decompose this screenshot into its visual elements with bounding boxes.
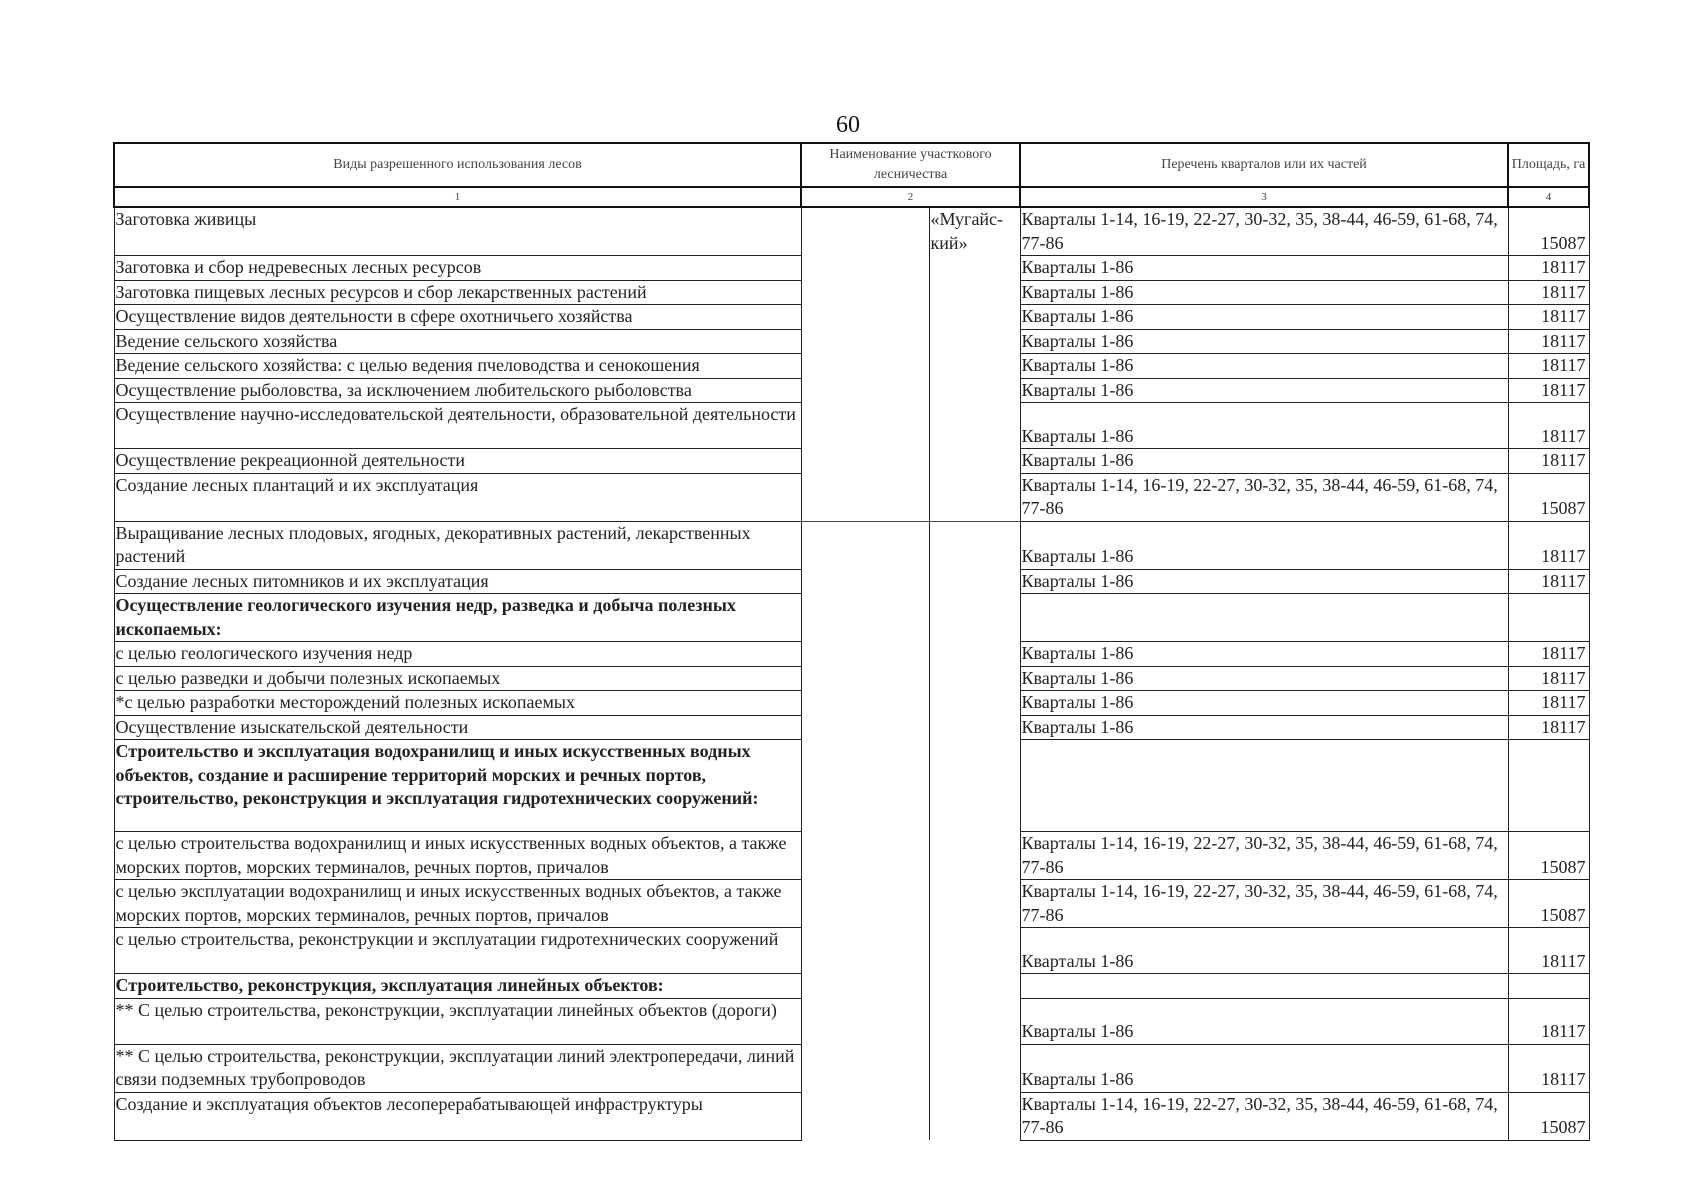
cell-forestry-blank [801,329,929,354]
table-row [114,521,1589,569]
table-row [114,378,1589,403]
header-quarters: Перечень кварталов или их частей [1020,143,1508,187]
header-area: Площадь, га [1508,143,1589,187]
cell-forestry-blank [801,256,929,281]
cell-quarters: Кварталы 1-14, 16-19, 22-27, 30-32, 35, 38-44, 46-59, 61-68, 74, 77-86 [1020,832,1508,880]
cell-area: 18117 [1508,642,1589,667]
cell-area: 15087 [1508,1092,1589,1140]
table-row [114,974,1589,999]
cell-forestry [929,449,1020,474]
table-row [114,1044,1589,1092]
cell-use-type: Осуществление научно-исследовательской деятельности, образовательной деятельности [114,403,801,449]
cell-area [1508,974,1589,999]
cell-forestry [929,642,1020,667]
cell-use-type: ** С целью строительства, реконструкции, эксплуатации линейных объектов (дороги) [114,998,801,1044]
cell-forestry-blank [801,928,929,974]
cell-forestry [929,569,1020,594]
table-row [114,473,1589,521]
cell-use-type: Осуществление видов деятельности в сфере охотничьего хозяйства [114,305,801,330]
table-row [114,880,1589,928]
header-use-type: Виды разрешенного использования лесов [114,143,801,187]
cell-area: 18117 [1508,521,1589,569]
cell-quarters: Кварталы 1-86 [1020,378,1508,403]
column-number-2: 2 [801,187,1020,207]
cell-area: 18117 [1508,329,1589,354]
cell-area: 18117 [1508,569,1589,594]
cell-area: 18117 [1508,998,1589,1044]
cell-use-type: Создание и эксплуатация объектов лесоперерабатывающей инфраструктуры [114,1092,801,1140]
cell-area: 18117 [1508,666,1589,691]
cell-quarters: Кварталы 1-86 [1020,256,1508,281]
cell-forestry-blank [801,403,929,449]
cell-forestry [929,1044,1020,1092]
cell-forestry-blank [801,691,929,716]
cell-use-type: Осуществление рекреационной деятельности [114,449,801,474]
cell-forestry-blank [801,1044,929,1092]
cell-area: 18117 [1508,691,1589,716]
table-row [114,998,1589,1044]
cell-use-type: Осуществление изыскательской деятельности [114,715,801,740]
cell-use-type: с целью разведки и добычи полезных ископаемых [114,666,801,691]
table-row [114,642,1589,667]
cell-quarters [1020,740,1508,832]
cell-forestry [929,354,1020,379]
cell-use-type: Создание лесных плантаций и их эксплуатация [114,473,801,521]
cell-area: 18117 [1508,1044,1589,1092]
cell-use-type: Строительство, реконструкция, эксплуатация линейных объектов: [114,974,801,999]
cell-forestry [929,832,1020,880]
cell-use-type: с целью строительства водохранилищ и иных искусственных водных объектов, а также морских портов, морских терминалов, речных портов, причалов [114,832,801,880]
cell-quarters: Кварталы 1-86 [1020,642,1508,667]
table-row [114,928,1589,974]
cell-forestry [929,403,1020,449]
cell-forestry-blank [801,378,929,403]
cell-forestry-blank [801,666,929,691]
cell-quarters: Кварталы 1-86 [1020,449,1508,474]
cell-quarters: Кварталы 1-86 [1020,280,1508,305]
cell-forestry-blank [801,832,929,880]
table-row [114,594,1589,642]
cell-forestry [929,280,1020,305]
cell-use-type: Ведение сельского хозяйства [114,329,801,354]
cell-forestry-blank [801,305,929,330]
cell-quarters: Кварталы 1-86 [1020,715,1508,740]
cell-forestry-blank [801,594,929,642]
cell-forestry-blank [801,354,929,379]
table-row [114,256,1589,281]
cell-forestry [929,305,1020,330]
cell-forestry [929,329,1020,354]
cell-area: 15087 [1508,832,1589,880]
cell-quarters: Кварталы 1-86 [1020,403,1508,449]
table-row [114,305,1589,330]
cell-quarters: Кварталы 1-86 [1020,691,1508,716]
cell-quarters: Кварталы 1-86 [1020,1044,1508,1092]
cell-area: 18117 [1508,403,1589,449]
table-row [114,832,1589,880]
cell-quarters [1020,974,1508,999]
cell-forestry [929,998,1020,1044]
cell-quarters: Кварталы 1-86 [1020,521,1508,569]
table-row [114,449,1589,474]
cell-forestry-blank [801,998,929,1044]
cell-quarters: Кварталы 1-86 [1020,998,1508,1044]
cell-forestry-blank [801,521,929,569]
table-row [114,715,1589,740]
cell-use-type: с целью эксплуатации водохранилищ и иных искусственных водных объектов, а также морских портов, морских терминалов, речных портов, причалов [114,880,801,928]
cell-forestry-blank [801,642,929,667]
table-row [114,354,1589,379]
cell-quarters: Кварталы 1-14, 16-19, 22-27, 30-32, 35, 38-44, 46-59, 61-68, 74, 77-86 [1020,207,1508,256]
cell-quarters: Кварталы 1-86 [1020,305,1508,330]
cell-forestry-name: «Мугайс-кий» [929,207,1020,256]
cell-forestry [929,256,1020,281]
cell-forestry [929,691,1020,716]
cell-forestry [929,1092,1020,1140]
cell-forestry-blank [801,473,929,521]
cell-quarters: Кварталы 1-86 [1020,569,1508,594]
cell-use-type: Создание лесных питомников и их эксплуатация [114,569,801,594]
forest-use-table [113,142,1590,1141]
table-row [114,666,1589,691]
cell-area: 15087 [1508,880,1589,928]
cell-forestry-blank [801,569,929,594]
cell-forestry-blank [801,449,929,474]
table-body [114,207,1589,1140]
cell-forestry [929,473,1020,521]
table-row [114,207,1589,256]
cell-use-type: Заготовка живицы [114,207,801,256]
table-row [114,691,1589,716]
cell-area: 15087 [1508,473,1589,521]
cell-use-type: Ведение сельского хозяйства: с целью ведения пчеловодства и сенокошения [114,354,801,379]
table-row [114,1092,1589,1140]
column-number-4: 4 [1508,187,1589,207]
cell-forestry [929,594,1020,642]
cell-area: 18117 [1508,256,1589,281]
table-row [114,569,1589,594]
cell-area [1508,740,1589,832]
cell-quarters: Кварталы 1-14, 16-19, 22-27, 30-32, 35, 38-44, 46-59, 61-68, 74, 77-86 [1020,473,1508,521]
cell-forestry-blank [801,715,929,740]
cell-use-type: Строительство и эксплуатация водохранилищ и иных искусственных водных объектов, создание и расширение территорий морских и речных портов, строительство, реконструкция и эксплуатация гидротехнических сооружений: [114,740,801,832]
cell-quarters [1020,594,1508,642]
cell-use-type: с целью геологического изучения недр [114,642,801,667]
cell-area: 18117 [1508,928,1589,974]
table-row [114,329,1589,354]
cell-use-type: Заготовка пищевых лесных ресурсов и сбор лекарственных растений [114,280,801,305]
cell-forestry [929,974,1020,999]
cell-forestry-blank [801,280,929,305]
cell-area: 18117 [1508,378,1589,403]
cell-quarters: Кварталы 1-86 [1020,928,1508,974]
cell-forestry [929,928,1020,974]
cell-forestry-blank [801,740,929,832]
cell-use-type: Выращивание лесных плодовых, ягодных, декоративных растений, лекарственных растений [114,521,801,569]
cell-forestry [929,880,1020,928]
cell-area: 18117 [1508,449,1589,474]
cell-area: 18117 [1508,354,1589,379]
cell-use-type: с целью строительства, реконструкции и эксплуатации гидротехнических сооружений [114,928,801,974]
cell-quarters: Кварталы 1-14, 16-19, 22-27, 30-32, 35, 38-44, 46-59, 61-68, 74, 77-86 [1020,1092,1508,1140]
cell-forestry-blank [801,207,929,256]
cell-area: 18117 [1508,280,1589,305]
cell-use-type: Осуществление геологического изучения недр, разведка и добыча полезных ископаемых: [114,594,801,642]
table-row [114,740,1589,832]
cell-forestry-blank [801,974,929,999]
cell-quarters: Кварталы 1-86 [1020,354,1508,379]
cell-use-type: *с целью разработки месторождений полезных ископаемых [114,691,801,716]
header-forestry: Наименование участкового лесничества [801,143,1020,187]
cell-forestry-blank [801,880,929,928]
table-row [114,403,1589,449]
cell-area: 18117 [1508,305,1589,330]
cell-area: 18117 [1508,715,1589,740]
cell-quarters: Кварталы 1-86 [1020,666,1508,691]
cell-area: 15087 [1508,207,1589,256]
cell-forestry [929,666,1020,691]
cell-forestry [929,740,1020,832]
cell-use-type: Осуществление рыболовства, за исключением любительского рыболовства [114,378,801,403]
cell-quarters: Кварталы 1-86 [1020,329,1508,354]
cell-forestry [929,715,1020,740]
column-number-1: 1 [114,187,801,207]
cell-area [1508,594,1589,642]
cell-forestry-blank [801,1092,929,1140]
cell-use-type: ** С целью строительства, реконструкции, эксплуатации линий электропередачи, линий связи подземных трубопроводов [114,1044,801,1092]
cell-quarters: Кварталы 1-14, 16-19, 22-27, 30-32, 35, 38-44, 46-59, 61-68, 74, 77-86 [1020,880,1508,928]
column-number-3: 3 [1020,187,1508,207]
table-row [114,280,1589,305]
cell-forestry [929,521,1020,569]
cell-use-type: Заготовка и сбор недревесных лесных ресурсов [114,256,801,281]
cell-forestry [929,378,1020,403]
page-number: 60 [836,112,860,138]
